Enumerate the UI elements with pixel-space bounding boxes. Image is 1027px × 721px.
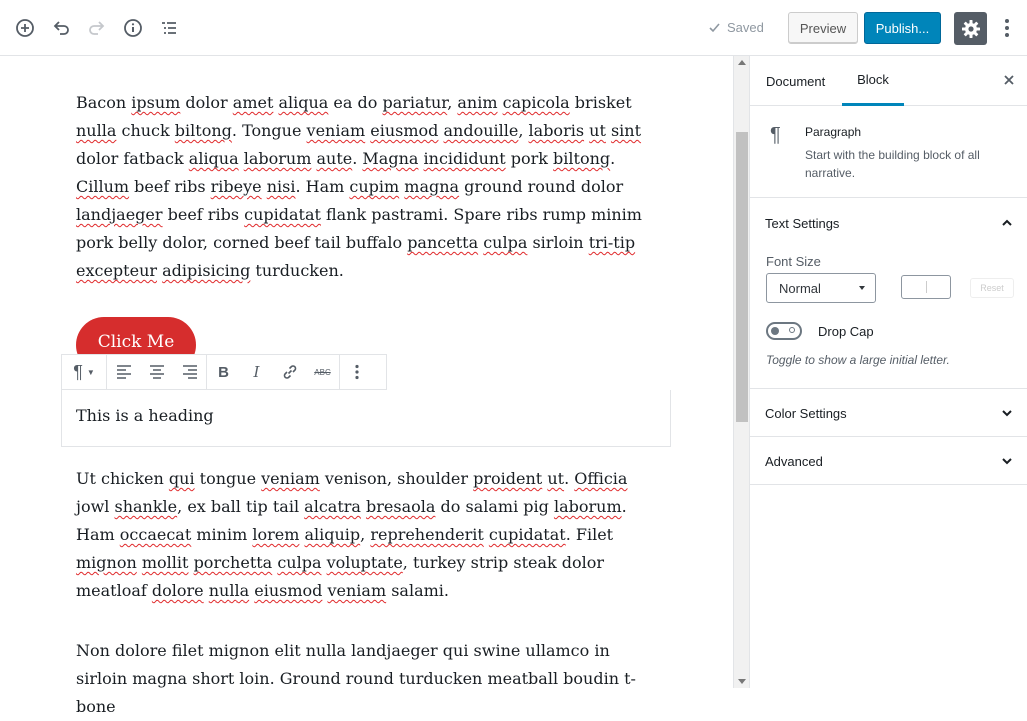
- misspelled-word: mignon: [76, 553, 137, 572]
- misspelled-word: dolore: [151, 581, 204, 600]
- chevron-down-icon: [1001, 407, 1013, 419]
- editor-header: [0, 0, 1027, 56]
- chevron-up-icon[interactable]: [1001, 217, 1013, 229]
- text-run: . Filet: [565, 525, 614, 544]
- strikethrough-button[interactable]: [306, 355, 339, 389]
- saved-status: [708, 20, 764, 35]
- alignment-group: [107, 355, 207, 389]
- text-run: beef: [129, 177, 170, 196]
- tab-block[interactable]: Block: [842, 56, 904, 106]
- misspelled-word: veniam: [261, 469, 320, 488]
- font-size-select[interactable]: [766, 273, 876, 303]
- misspelled-word: amet: [232, 93, 274, 112]
- more-dot-icon: [1005, 26, 1009, 30]
- font-size-number-input[interactable]: [901, 275, 951, 299]
- strikethrough-icon: ABC: [314, 367, 331, 377]
- misspelled-word: pancetta: [407, 233, 479, 252]
- misspelled-word: adipisicing: [162, 261, 251, 280]
- block-more-options-button[interactable]: [340, 355, 373, 389]
- misspelled-word: culpa: [483, 233, 528, 252]
- heading-text[interactable]: This is a heading: [76, 406, 214, 425]
- settings-sidebar: [749, 56, 1027, 688]
- italic-button[interactable]: [240, 355, 273, 389]
- misspelled-word: biltong: [553, 149, 611, 168]
- misspelled-word: capicola: [502, 93, 570, 112]
- text-run: salami.: [386, 581, 449, 600]
- misspelled-word: veniam: [306, 121, 366, 140]
- misspelled-word: andouille: [443, 121, 519, 140]
- paragraph-block-3[interactable]: Non dolore filet mignon elit nulla landjaeger qui swine ullamco in sirloin magna short loin. Ground round turducken meatball boudin t-bone: [76, 641, 636, 716]
- text-run: Ut chicken: [76, 469, 169, 488]
- misspelled-word: aliqua: [278, 93, 329, 112]
- text-run: turducken.: [250, 261, 344, 280]
- caret-down-icon: [859, 286, 865, 290]
- paragraph-block-2[interactable]: [76, 465, 656, 605]
- text-run: do salami pig: [435, 497, 554, 516]
- color-settings-panel[interactable]: [750, 389, 1027, 437]
- drop-cap-toggle[interactable]: [766, 322, 802, 340]
- misspelled-word: magna: [404, 177, 460, 196]
- click-me-button[interactable]: Click Me: [76, 317, 196, 373]
- misspelled-word: tri-tip: [588, 233, 636, 252]
- advanced-panel[interactable]: [750, 437, 1027, 485]
- misspelled-word: biltong: [174, 121, 232, 140]
- block-navigation-icon[interactable]: [157, 16, 181, 40]
- more-menu-button[interactable]: [997, 16, 1017, 40]
- bold-button[interactable]: [207, 355, 240, 389]
- redo-icon[interactable]: [85, 16, 109, 40]
- misspelled-word: ribeye: [210, 177, 262, 196]
- block-toolbar: [61, 354, 387, 390]
- misspelled-word: anim: [457, 93, 498, 112]
- editor-scrollbar[interactable]: [733, 56, 749, 688]
- text-run: beef: [162, 205, 203, 224]
- misspelled-word: sint: [610, 121, 642, 140]
- scroll-thumb[interactable]: [736, 132, 748, 422]
- align-center-button[interactable]: [140, 355, 173, 389]
- text-run: minim: [191, 525, 253, 544]
- text-run: ribs: [202, 205, 245, 224]
- misspelled-word: Officia: [574, 469, 628, 488]
- text-settings-panel: [750, 198, 1027, 389]
- misspelled-word: mollit: [141, 553, 189, 572]
- misspelled-word: aute: [316, 149, 353, 168]
- chevron-down-icon: ▼: [86, 367, 95, 377]
- misspelled-word: qui: [168, 469, 195, 488]
- heading-block[interactable]: [61, 390, 671, 447]
- block-card: [750, 106, 1027, 198]
- italic-icon: I: [253, 363, 260, 381]
- misspelled-word: landjaeger: [76, 205, 163, 224]
- align-left-button[interactable]: [107, 355, 140, 389]
- misspelled-word: occaecat: [119, 525, 192, 544]
- misspelled-word: Cillum: [76, 177, 130, 196]
- link-button[interactable]: [273, 355, 306, 389]
- check-icon: [708, 21, 721, 34]
- scroll-down-arrow-icon[interactable]: [738, 679, 746, 684]
- text-run: ground round dolor: [459, 177, 624, 196]
- misspelled-word: ut: [589, 121, 606, 140]
- block-card-description: Start with the building block of all narrative.: [805, 148, 980, 180]
- text-run: ,: [447, 93, 458, 112]
- text-run: brisket: [569, 93, 632, 112]
- text-run: .: [352, 149, 363, 168]
- align-right-button[interactable]: [173, 355, 206, 389]
- misspelled-word: nisi: [266, 177, 296, 196]
- misspelled-word: eiusmod: [370, 121, 439, 140]
- scroll-up-arrow-icon[interactable]: [738, 60, 746, 65]
- misspelled-word: porchetta: [193, 553, 273, 572]
- text-run: ,: [518, 121, 529, 140]
- misspelled-word: proident: [473, 469, 543, 488]
- text-run: . Tongue: [231, 121, 307, 140]
- misspelled-word: cupidatat: [244, 205, 321, 224]
- more-options-group: [340, 355, 373, 389]
- sidebar-tabs: [750, 56, 1027, 106]
- align-left-icon: [115, 363, 133, 381]
- font-size-reset-button[interactable]: Reset: [970, 278, 1014, 298]
- misspelled-word: eiusmod: [254, 581, 323, 600]
- misspelled-word: bresaola: [366, 497, 436, 516]
- text-run: corned beef tail buffalo: [207, 233, 408, 252]
- paragraph-block-1[interactable]: [76, 89, 656, 285]
- text-run: .: [564, 469, 575, 488]
- misspelled-word: laborum: [553, 497, 622, 516]
- text-run: tongue: [194, 469, 262, 488]
- misspelled-word: nulla: [76, 121, 117, 140]
- misspelled-word: ut: [547, 469, 565, 488]
- text-run: .: [610, 149, 616, 168]
- misspelled-word: ipsum: [131, 93, 181, 112]
- preview-button[interactable]: Preview: [788, 12, 858, 44]
- misspelled-word: reprehenderit: [370, 525, 484, 544]
- text-run: sirloin: [527, 233, 589, 252]
- publish-button[interactable]: Publish...: [864, 12, 941, 44]
- saved-label: Saved: [727, 20, 764, 35]
- misspelled-word: nulla: [208, 581, 250, 600]
- drop-cap-help: Toggle to show a large initial letter.: [766, 353, 950, 367]
- text-settings-title[interactable]: Text Settings: [765, 216, 840, 231]
- text-run: pork: [505, 149, 554, 168]
- chevron-down-icon: [1001, 455, 1013, 467]
- editor-canvas: [0, 56, 733, 716]
- misspelled-word: incididunt: [423, 149, 506, 168]
- misspelled-word: aliquip: [304, 525, 361, 544]
- text-run: fatback: [118, 149, 189, 168]
- bold-icon: B: [218, 363, 229, 381]
- gear-icon: [961, 19, 981, 39]
- text-run: , turkey strip steak dolor meatloaf: [76, 553, 605, 600]
- misspelled-word: veniam: [327, 581, 387, 600]
- text-run: dolor: [76, 149, 119, 168]
- align-right-icon: [181, 363, 199, 381]
- close-sidebar-icon[interactable]: [1003, 70, 1015, 91]
- vertical-ellipsis-icon: [348, 363, 366, 381]
- block-type-group: [62, 355, 107, 389]
- settings-button[interactable]: [954, 12, 987, 45]
- misspelled-word: cupidatat: [488, 525, 566, 544]
- misspelled-word: voluptate: [326, 553, 403, 572]
- misspelled-word: excepteur: [76, 261, 158, 280]
- text-run: flank pastrami. Spare ribs rump minim pork belly dolor,: [76, 205, 642, 252]
- block-card-title: Paragraph: [805, 125, 862, 139]
- text-run: jowl: [76, 497, 110, 516]
- advanced-title: Advanced: [765, 454, 823, 469]
- more-dot-icon: [1005, 33, 1009, 37]
- text-run: Bacon: [76, 93, 132, 112]
- text-run: dolor: [180, 93, 233, 112]
- add-block-icon[interactable]: [13, 16, 37, 40]
- block-type-switcher[interactable]: [62, 355, 106, 389]
- undo-icon[interactable]: [49, 16, 73, 40]
- tab-document[interactable]: Document: [766, 73, 826, 89]
- paragraph-icon: ¶: [770, 124, 781, 146]
- misspelled-word: cupim: [349, 177, 400, 196]
- drop-cap-label: Drop Cap: [818, 324, 874, 339]
- text-run: ea do: [328, 93, 383, 112]
- text-run: ribs: [169, 177, 211, 196]
- misspelled-word: aliqua: [188, 149, 239, 168]
- text-run: ,: [360, 525, 371, 544]
- text-run: . Ham: [295, 177, 350, 196]
- misspelled-word: laboris: [528, 121, 585, 140]
- text-run: . Ham: [76, 497, 627, 544]
- misspelled-word: pariatur: [382, 93, 448, 112]
- text-run: , ex ball tip tail: [177, 497, 305, 516]
- misspelled-word: lorem: [252, 525, 300, 544]
- link-icon: [281, 363, 299, 381]
- text-run: chuck: [116, 121, 175, 140]
- align-center-icon: [148, 363, 166, 381]
- misspelled-word: culpa: [277, 553, 322, 572]
- misspelled-word: laborum: [243, 149, 312, 168]
- misspelled-word: Magna: [362, 149, 419, 168]
- misspelled-word: alcatra: [304, 497, 361, 516]
- color-settings-title: Color Settings: [765, 406, 847, 421]
- more-dot-icon: [1005, 19, 1009, 23]
- font-size-value: Normal: [779, 280, 821, 296]
- text-run: venison, shoulder: [319, 469, 474, 488]
- format-group: [207, 355, 340, 389]
- info-icon[interactable]: [121, 16, 145, 40]
- misspelled-word: shankle: [114, 497, 178, 516]
- paragraph-icon: ¶: [73, 361, 83, 382]
- font-size-label: Font Size: [766, 254, 821, 269]
